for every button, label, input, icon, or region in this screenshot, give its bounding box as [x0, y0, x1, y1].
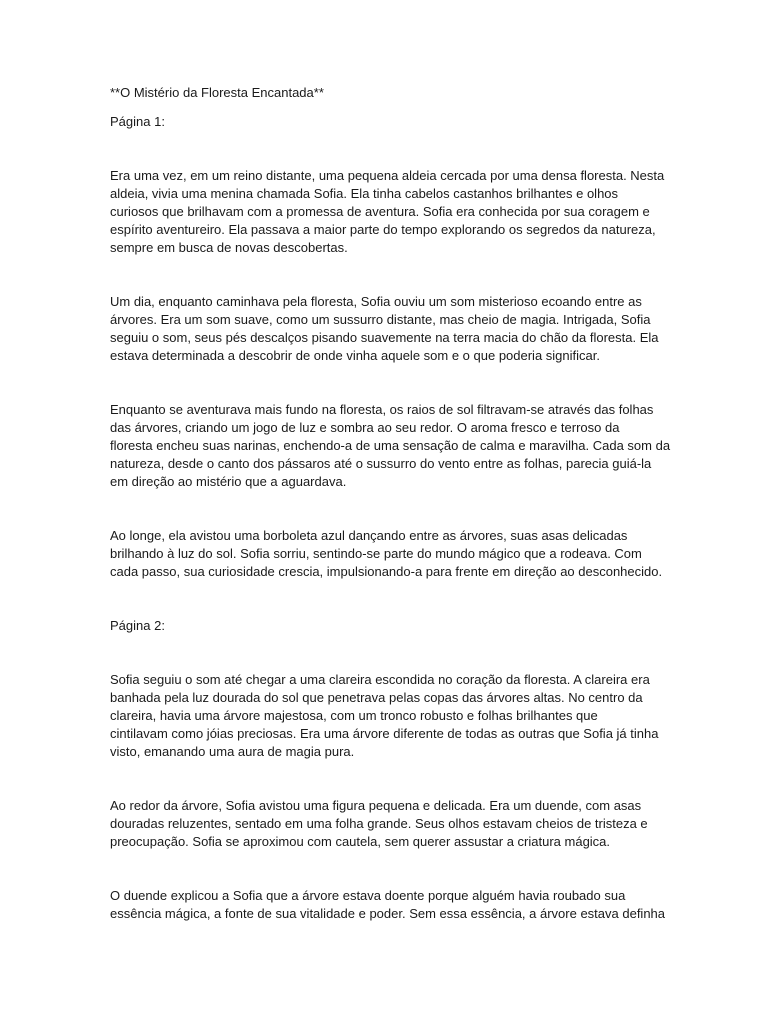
paragraph-line: Enquanto se aventurava mais fundo na floresta, os raios de sol filtravam-se através das folhas: [110, 402, 654, 417]
paragraph-line: essência mágica, a fonte de sua vitalidade e poder. Sem essa essência, a árvore estava definha: [110, 906, 666, 921]
paragraph-1: [110, 167, 665, 257]
paragraph-3: [110, 401, 671, 491]
paragraph-line: brilhando à luz do sol. Sofia sorriu, sentindo-se parte do mundo mágico que a rodeava. Com: [110, 546, 642, 561]
paragraph-line: das árvores, criando um jogo de luz e sombra ao seu redor. O aroma fresco e terroso da: [110, 420, 620, 435]
paragraph-line: Ao longe, ela avistou uma borboleta azul dançando entre as árvores, suas asas delicadas: [110, 528, 628, 543]
paragraph-line: aldeia, vivia uma menina chamada Sofia. Ela tinha cabelos castanhos brilhantes e olhos: [110, 186, 619, 201]
paragraph-line: O duende explicou a Sofia que a árvore estava doente porque alguém havia roubado sua: [110, 888, 626, 903]
paragraph-line: cada passo, sua curiosidade crescia, impulsionando-a para frente em direção ao desconhecido.: [110, 564, 663, 579]
paragraph-line: natureza, desde o canto dos pássaros até o sussurro do vento entre as folhas, parecia guiá-la: [110, 456, 652, 471]
document-title: **O Mistério da Floresta Encantada**: [110, 85, 324, 100]
paragraph-line: Era uma vez, em um reino distante, uma pequena aldeia cercada por uma densa floresta. Nesta: [110, 168, 665, 183]
paragraph-line: Ao redor da árvore, Sofia avistou uma figura pequena e delicada. Era um duende, com asas: [110, 798, 642, 813]
paragraph-line: Sofia seguiu o som até chegar a uma clareira escondida no coração da floresta. A clareira era: [110, 672, 650, 687]
document-body: [110, 84, 671, 959]
paragraph-line: douradas reluzentes, sentado em uma folha grande. Seus olhos estavam cheios de tristeza e: [110, 816, 648, 831]
paragraph-line: curiosos que brilhavam com a promessa de aventura. Sofia era conhecida por sua coragem e: [110, 204, 650, 219]
paragraph-line: preocupação. Sofia se aproximou com cautela, sem querer assustar a criatura mágica.: [110, 834, 611, 849]
paragraph-4: [110, 527, 662, 581]
paragraph-line: sempre em busca de novas descobertas.: [110, 240, 348, 255]
paragraph-line: Um dia, enquanto caminhava pela floresta, Sofia ouviu um som misterioso ecoando entre as: [110, 294, 642, 309]
page-1-label: Página 1:: [110, 114, 165, 129]
paragraph-line: árvores. Era um som suave, como um sussurro distante, mas cheio de magia. Intrigada, Sofia: [110, 312, 651, 327]
paragraph-line: espírito aventureiro. Ela passava a maior parte do tempo explorando os segredos da natureza,: [110, 222, 656, 237]
paragraph-line: cintilavam como jóias preciosas. Era uma árvore diferente de todas as outras que Sofia já tinha: [110, 726, 659, 741]
paragraph-2: [110, 293, 662, 365]
paragraph-line: clareira, havia uma árvore majestosa, com um tronco robusto e folhas brilhantes que: [110, 708, 598, 723]
paragraph-7: [110, 887, 666, 923]
paragraph-line: estava determinada a descobrir de onde vinha aquele som e o que poderia significar.: [110, 348, 600, 363]
paragraph-5: [110, 671, 662, 761]
paragraph-line: floresta encheu suas narinas, enchendo-a de uma sensação de calma e maravilha. Cada som da: [110, 438, 671, 453]
paragraph-line: seguiu o som, seus pés descalços pisando suavemente na terra macia do chão da floresta. Ela: [110, 330, 659, 345]
paragraph-line: banhada pela luz dourada do sol que penetrava pelas copas das árvores altas. No centro da: [110, 690, 643, 705]
paragraph-line: visto, emanando uma aura de magia pura.: [110, 744, 355, 759]
page-2-label: Página 2:: [110, 618, 165, 633]
paragraph-6: [110, 797, 662, 851]
paragraph-line: em direção ao mistério que a aguardava.: [110, 474, 347, 489]
